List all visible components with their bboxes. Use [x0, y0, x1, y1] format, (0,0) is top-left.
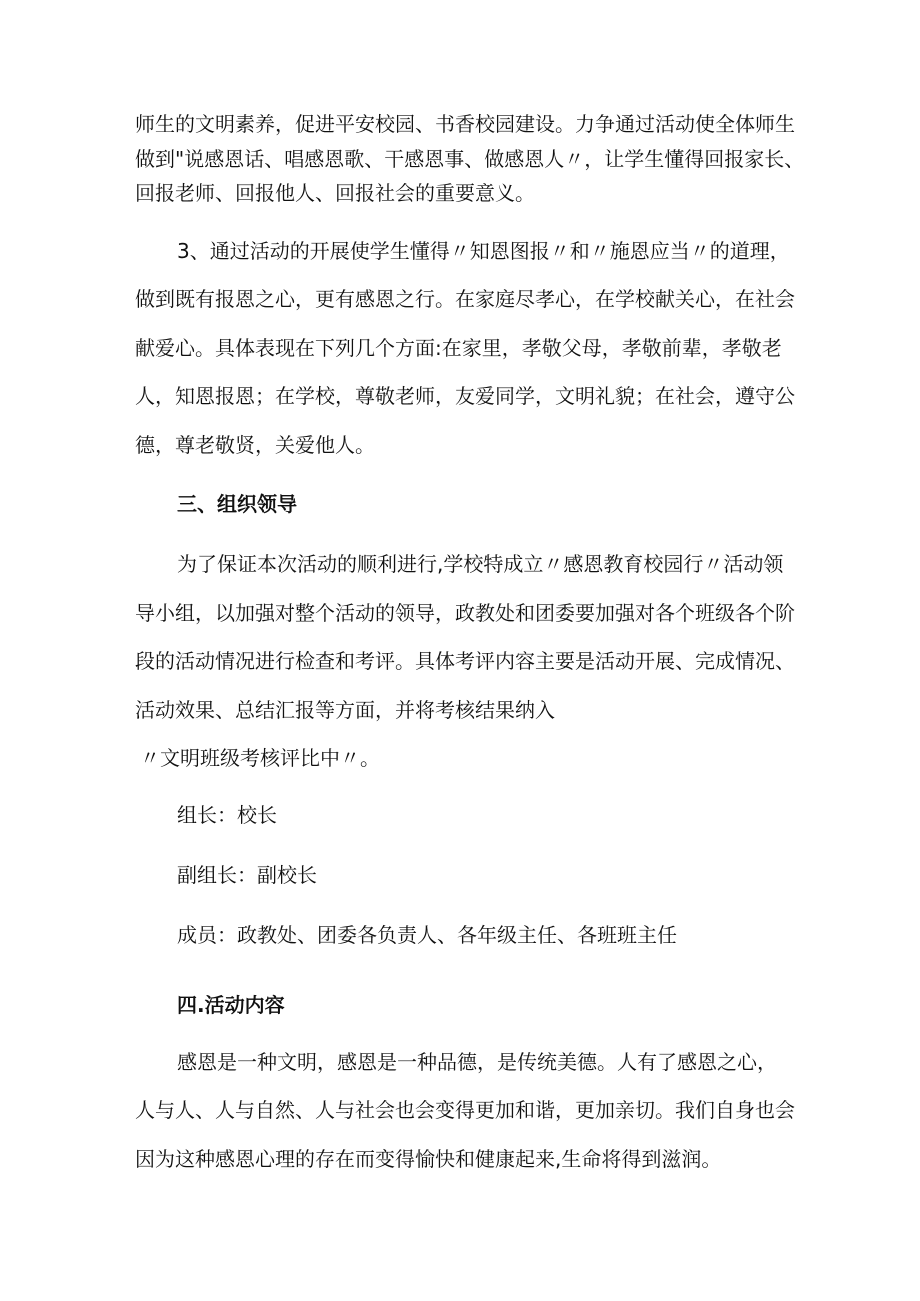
para3-line-4: 活动效果、总结汇报等方面，并将考核结果纳入	[135, 698, 555, 722]
members-line: 成员：政教处、团委各负责人、各年级主任、各班班主任	[177, 923, 677, 947]
para1-line-1: 师生的文明素养，促进平安校园、书香校园建设。力争通过活动使全体师生	[135, 112, 795, 136]
para3-line-1: 为了保证本次活动的顺利进行,学校特成立〃感恩教育校园行〃活动领	[177, 552, 784, 576]
para4-line-3: 因为这种感恩心理的存在而变得愉快和健康起来,生命将得到滋润。	[135, 1147, 722, 1171]
para1-line-2: 做到"说感恩话、唱感恩歌、干感恩事、做感恩人〃，让学生懂得回报家长、	[135, 147, 805, 171]
para2-line-4: 人，知恩报恩；在学校，尊敬老师，友爱同学，文明礼貌；在社会，遵守公	[135, 384, 795, 408]
section-heading-organization: 三、组织领导	[177, 492, 297, 516]
para2-line-3: 献爱心。具体表现在下列几个方面:在家里，孝敬父母，孝敬前辈，孝敬老	[135, 336, 782, 360]
para2-line-5: 德，尊老敬贤，关爱他人。	[135, 433, 375, 457]
para4-line-2: 人与人、人与自然、人与社会也会变得更加和谐，更加亲切。我们自身也会	[135, 1098, 795, 1122]
para3-line-3: 段的活动情况进行检查和考评。具体考评内容主要是活动开展、完成情况、	[135, 649, 795, 673]
para2-line-1: 3、通过活动的开展使学生懂得〃知恩图报〃和〃施恩应当〃的道理，	[177, 239, 790, 263]
para2-line-2: 做到既有报恩之心，更有感恩之行。在家庭尽孝心，在学校献关心，在社会	[135, 287, 795, 311]
para3-line-2: 导小组，以加强对整个活动的领导，政教处和团委要加强对各个班级各个阶	[135, 601, 795, 625]
para4-line-1: 感恩是一种文明，感恩是一种品德，是传统美德。人有了感恩之心，	[177, 1050, 777, 1074]
leader-line: 组长：校长	[177, 803, 277, 827]
vice-leader-line: 副组长：副校长	[177, 863, 317, 887]
para1-line-3: 回报老师、回报他人、回报社会的重要意义。	[135, 181, 535, 205]
section-heading-content: 四.活动内容	[177, 993, 285, 1017]
para3-line-5: 〃文明班级考核评比中〃。	[140, 746, 380, 770]
